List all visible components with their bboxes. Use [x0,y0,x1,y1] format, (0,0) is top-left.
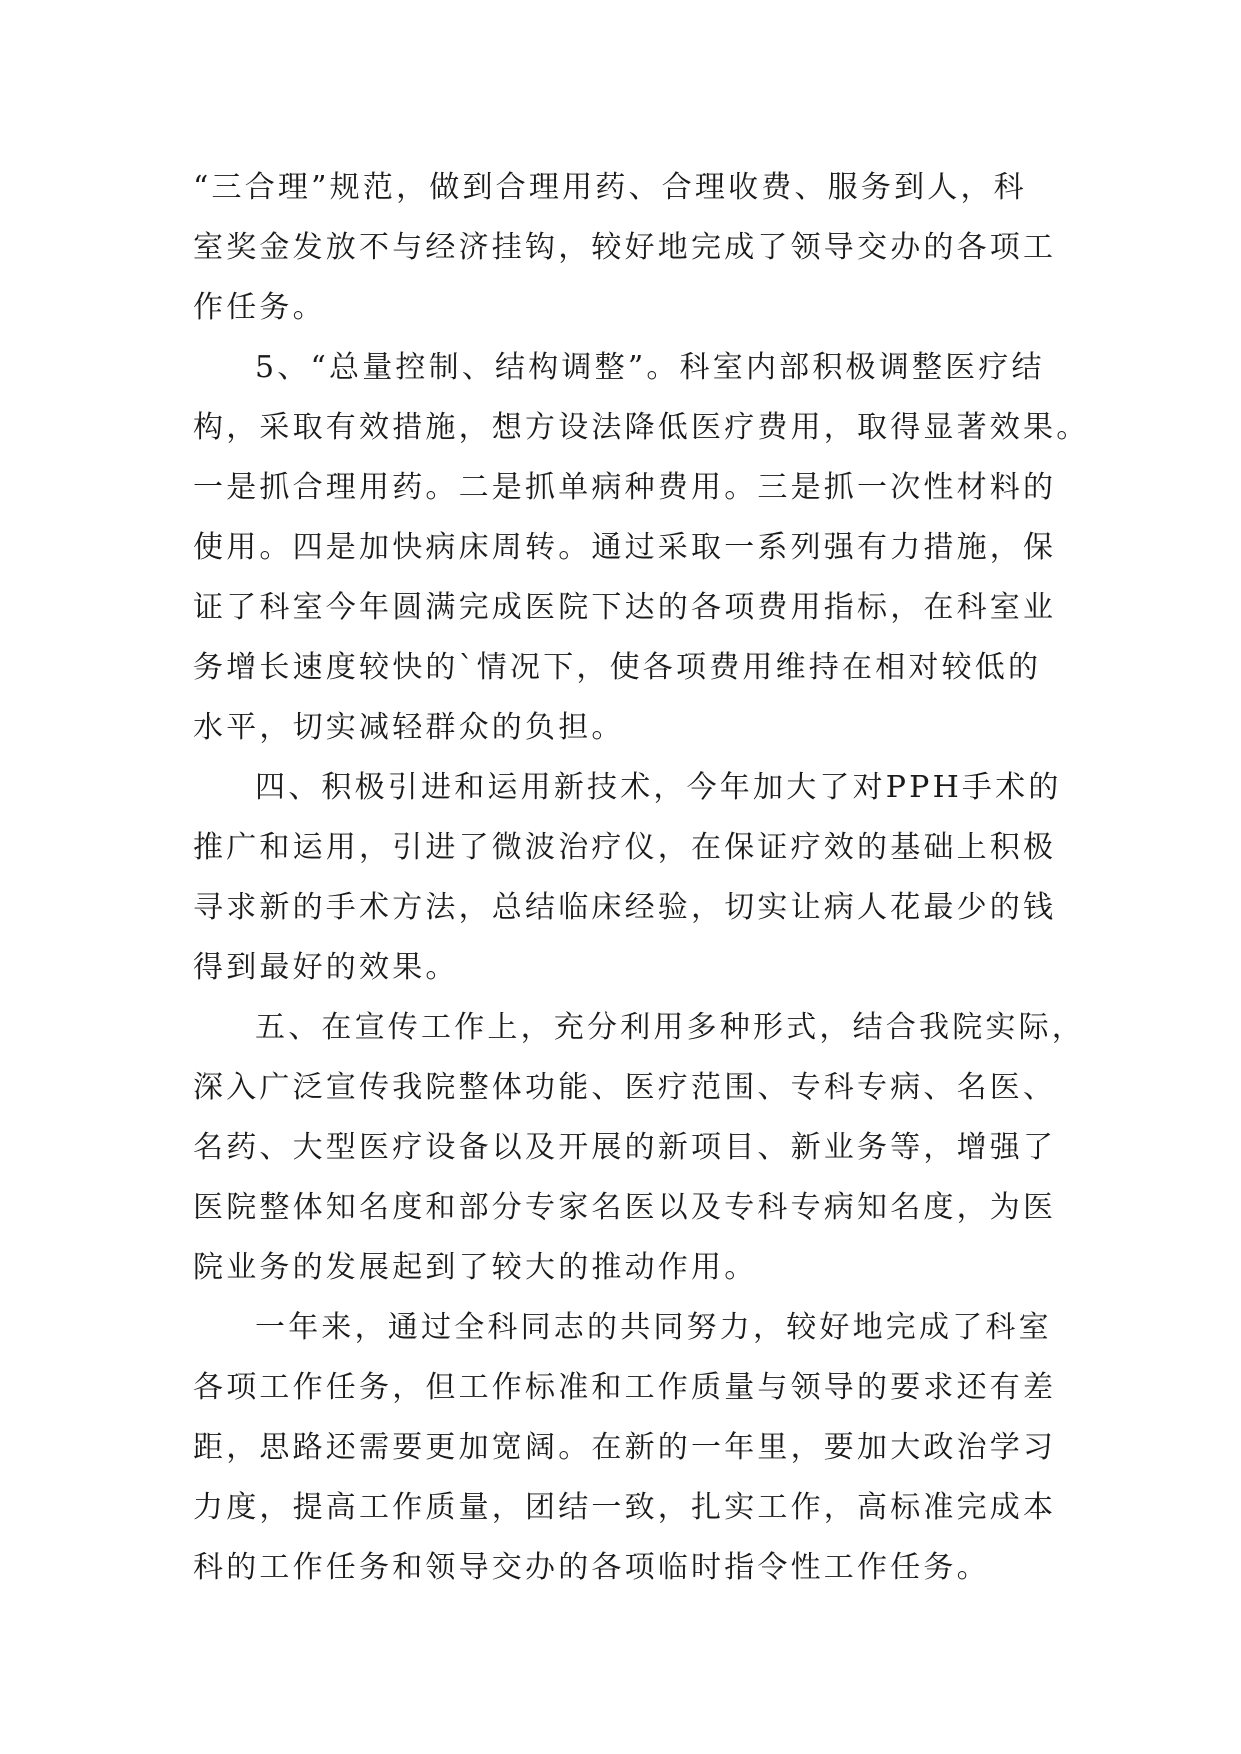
paragraph-line: 寻求新的手术方法，总结临床经验，切实让病人花最少的钱 [193,890,1057,925]
paragraph-line: 各项工作任务，但工作标准和工作质量与领导的要求还有差 [193,1370,1057,1405]
paragraph-line: “三合理”规范，做到合理用药、合理收费、服务到人，科 [193,170,1027,205]
paragraph-line: 院业务的发展起到了较大的推动作用。 [193,1250,758,1285]
paragraph-line: 名药、大型医疗设备以及开展的新项目、新业务等，增强了 [193,1130,1057,1165]
paragraph-line: 推广和运用，引进了微波治疗仪，在保证疗效的基础上积极 [193,830,1057,865]
paragraph-line: 作任务。 [193,290,326,325]
paragraph-line: 水平，切实减轻群众的负担。 [193,710,625,745]
paragraph-1 [193,158,1063,338]
paragraph-line: 距，思路还需要更加宽阔。在新的一年里，要加大政治学习 [193,1430,1057,1465]
paragraph-3 [193,758,1063,998]
paragraph-line: 使用。四是加快病床周转。通过采取一系列强有力措施，保 [193,530,1057,565]
paragraph-line: 得到最好的效果。 [193,950,459,985]
paragraph-line: 务增长速度较快的`情况下，使各项费用维持在相对较低的 [193,650,1042,685]
paragraph-4 [193,998,1085,1298]
paragraph-line: 力度，提高工作质量，团结一致，扎实工作，高标准完成本 [193,1490,1057,1525]
paragraph-2 [193,338,1090,758]
paragraph-line: 五、在宣传工作上，充分利用多种形式，结合我院实际， [255,1010,1085,1045]
paragraph-line: 室奖金发放不与经济挂钩，较好地完成了领导交办的各项工 [193,230,1057,265]
paragraph-line: 一年来，通过全科同志的共同努力，较好地完成了科室 [255,1310,1052,1345]
paragraph-line: 构，采取有效措施，想方设法降低医疗费用，取得显著效果。 [193,410,1090,445]
paragraph-line: 5、“总量控制、结构调整”。科室内部积极调整医疗结 [255,350,1045,385]
paragraph-line: 深入广泛宣传我院整体功能、医疗范围、专科专病、名医、 [193,1070,1057,1105]
paragraph-line: 医院整体知名度和部分专家名医以及专科专病知名度，为医 [193,1190,1057,1225]
paragraph-line: 证了科室今年圆满完成医院下达的各项费用指标，在科室业 [193,590,1057,625]
document-body [193,158,1090,1598]
paragraph-line: 四、积极引进和运用新技术，今年加大了对PPH手术的 [255,770,1062,805]
paragraph-5 [193,1298,1063,1598]
paragraph-line: 一是抓合理用药。二是抓单病种费用。三是抓一次性材料的 [193,470,1057,505]
paragraph-line: 科的工作任务和领导交办的各项临时指令性工作任务。 [193,1550,990,1585]
